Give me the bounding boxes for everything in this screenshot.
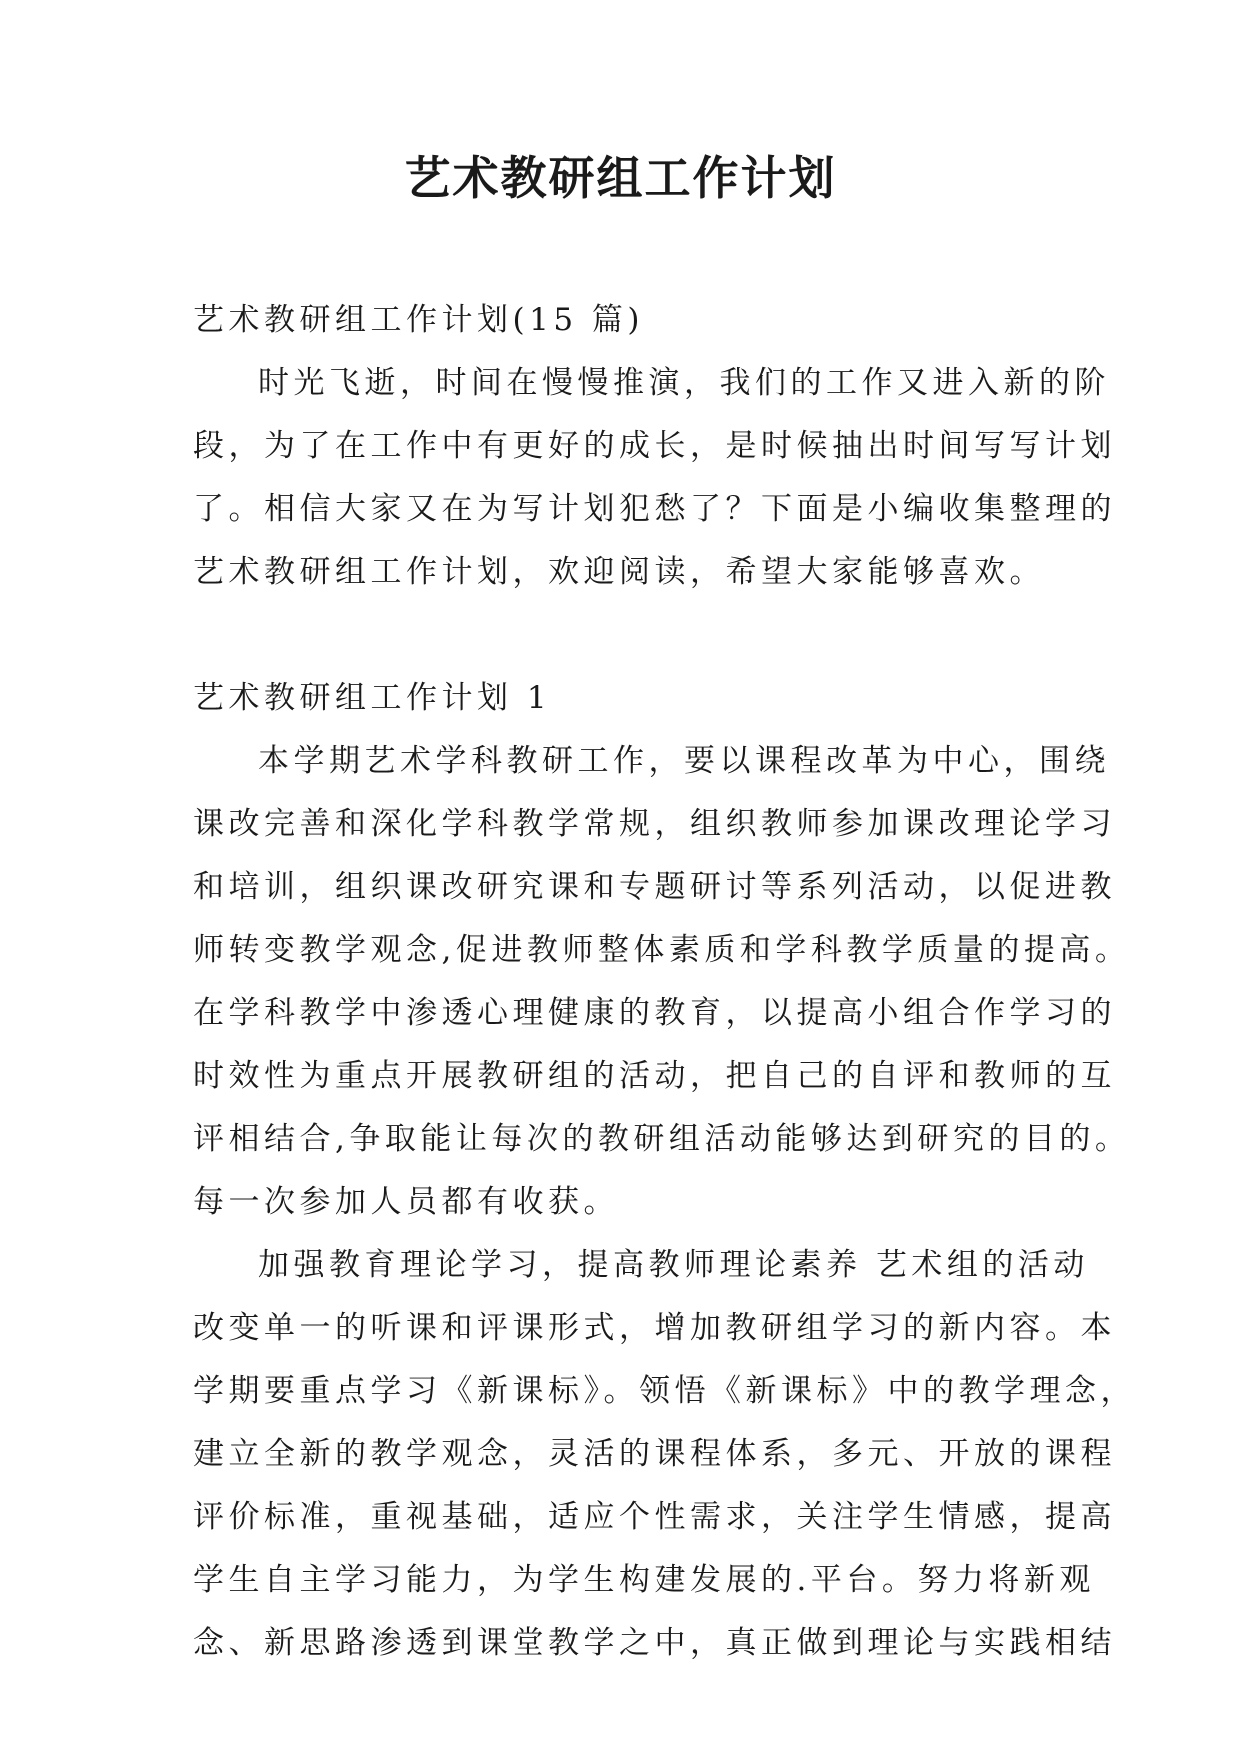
paragraph-line: 念、新思路渗透到课堂教学之中，真正做到理论与实践相结: [193, 1625, 1116, 1661]
document-subtitle: 艺术教研组工作计划(15 篇): [193, 302, 644, 338]
section-paragraph-2: [193, 1234, 1136, 1675]
section-heading: 艺术教研组工作计划 1: [193, 680, 552, 716]
paragraph-line: 评价标准，重视基础，适应个性需求，关注学生情感，提高: [193, 1499, 1116, 1535]
document-body: [193, 289, 1136, 1675]
paragraph-line: 和培训，组织课改研究课和专题研讨等系列活动，以促进教: [193, 869, 1116, 905]
paragraph-line: 时光飞逝，时间在慢慢推演，我们的工作又进入新的阶: [258, 365, 1110, 401]
paragraph-line: 段，为了在工作中有更好的成长，是时候抽出时间写写计划: [193, 428, 1116, 464]
paragraph-line: 师转变教学观念,促进教师整体素质和学科教学质量的提高。: [193, 932, 1131, 968]
paragraph-line: 加强教育理论学习，提高教师理论素养 艺术组的活动: [258, 1247, 1089, 1283]
blank-line: [193, 604, 1063, 667]
paragraph-line: 艺术教研组工作计划，欢迎阅读，希望大家能够喜欢。: [193, 554, 1045, 590]
section-paragraph-1: [193, 730, 1131, 1234]
document-title: 艺术教研组工作计划: [404, 151, 837, 205]
paragraph-line: 在学科教学中渗透心理健康的教育，以提高小组合作学习的: [193, 995, 1116, 1031]
paragraph-line: 了。相信大家又在为写计划犯愁了？下面是小编收集整理的: [193, 491, 1116, 527]
paragraph-line: 课改完善和深化学科教学常规，组织教师参加课改理论学习: [193, 806, 1116, 842]
paragraph-line: 学期要重点学习《新课标》。领悟《新课标》中的教学理念，: [193, 1373, 1136, 1409]
intro-paragraph: [193, 352, 1116, 604]
paragraph-line: 评相结合,争取能让每次的教研组活动能够达到研究的目的。: [193, 1121, 1131, 1157]
paragraph-line: 每一次参加人员都有收获。: [193, 1184, 619, 1220]
paragraph-line: 时效性为重点开展教研组的活动，把自己的自评和教师的互: [193, 1058, 1116, 1094]
paragraph-line: 建立全新的教学观念，灵活的课程体系，多元、开放的课程: [193, 1436, 1116, 1472]
paragraph-line: 改变单一的听课和评课形式，增加教研组学习的新内容。本: [193, 1310, 1116, 1346]
paragraph-line: 学生自主学习能力，为学生构建发展的.平台。努力将新观: [193, 1562, 1095, 1598]
paragraph-line: 本学期艺术学科教研工作，要以课程改革为中心，围绕: [258, 743, 1110, 779]
